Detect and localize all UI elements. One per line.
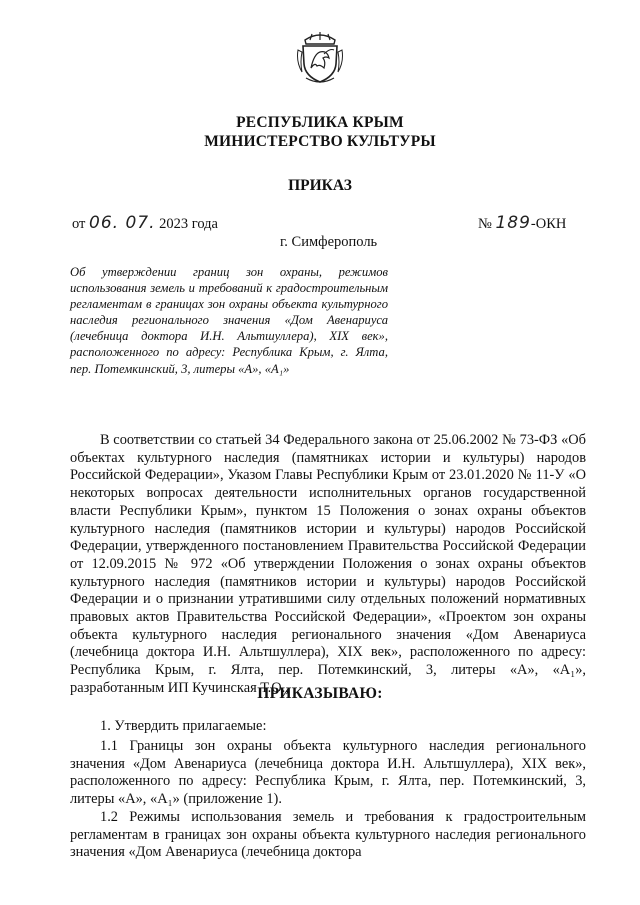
date-handwritten: 06. 07. [89,213,156,233]
item-1: 1. Утвердить прилагаемые: [100,718,267,734]
item-1-1: 1.1 Границы зон охраны объекта культурного наследия регионального значения «Дом Авенариуса (лечебница доктора И.Н. Альтшуллера), XIX век», расположенного по адресу: Республика Крым, г. Ялта, пер. Потемкинский, 3, литеры «А», «А₁» (приложение 1). [70,738,586,808]
crimea-coat-of-arms-icon [296,28,344,86]
number-handwritten: 189 [495,213,531,233]
date-year: 2023 года [159,216,218,232]
document-subject: Об утверждении границ зон охраны, режимов использования земель и требований к градостроительным регламентам в границах зон охраны объекта культурного наследия регионального значения «Дом Авенариуса (лечебница доктора И.Н. Альтшуллера), XIX век», расположенного по адресу: Республика Крым, г. Ялта, пер. Потемкинский, 3, литеры «А», «А₁» [70,265,388,376]
number-suffix: -ОКН [530,216,567,232]
document-date [72,213,218,233]
decree-heading: ПРИКАЗЫВАЮ: [257,685,383,702]
date-prefix: от [72,216,86,232]
number-prefix: № [478,216,492,232]
header-ministry: МИНИСТЕРСТВО КУЛЬТУРЫ [204,133,436,150]
item-1-2: 1.2 Режимы использования земель и требования к градостроительным регламентам в границах зон охраны объекта культурного наследия регионального значения «Дом Авенариуса (лечебница доктора [70,809,586,861]
document-city: г. Симферополь [280,234,378,250]
preamble-paragraph: В соответствии со статьей 34 Федерального закона от 25.06.2002 № 73-ФЗ «Об объектах культурного наследия (памятниках истории и культуры) народов Российской Федерации», Указом Главы Республики Крым от 23.01.2020 № 11-У «О некоторых вопросах деятельности исполнительных органов государственной власти Республики Крым», пунктом 15 Положения о зонах охраны объектов культурного наследия (памятников истории и культуры) народов Российской Федерации, утвержденного постановлением Правительства Российской Федерации от 12.09.2015 № 972 «Об утверждении Положения о зонах охраны объектов культурного наследия (памятников истории и культуры) народов Российской Федерации и о признании утратившими силу отдельных положений нормативных правовых актов Правительства Российской Федерации», «Проектом зон охраны объекта культурного наследия регионального значения «Дом Авенариуса (лечебница доктора И.Н. Альтшуллера), XIX век», расположенного по адресу: Республика Крым, г. Ялта, пер. Потемкинский, 3, литеры «А», «А₁», разработанным ИП Кучинская Т.О., [70,432,586,696]
document-number [478,213,566,233]
document-title: ПРИКАЗ [288,177,352,194]
header-republic: РЕСПУБЛИКА КРЫМ [236,114,404,131]
